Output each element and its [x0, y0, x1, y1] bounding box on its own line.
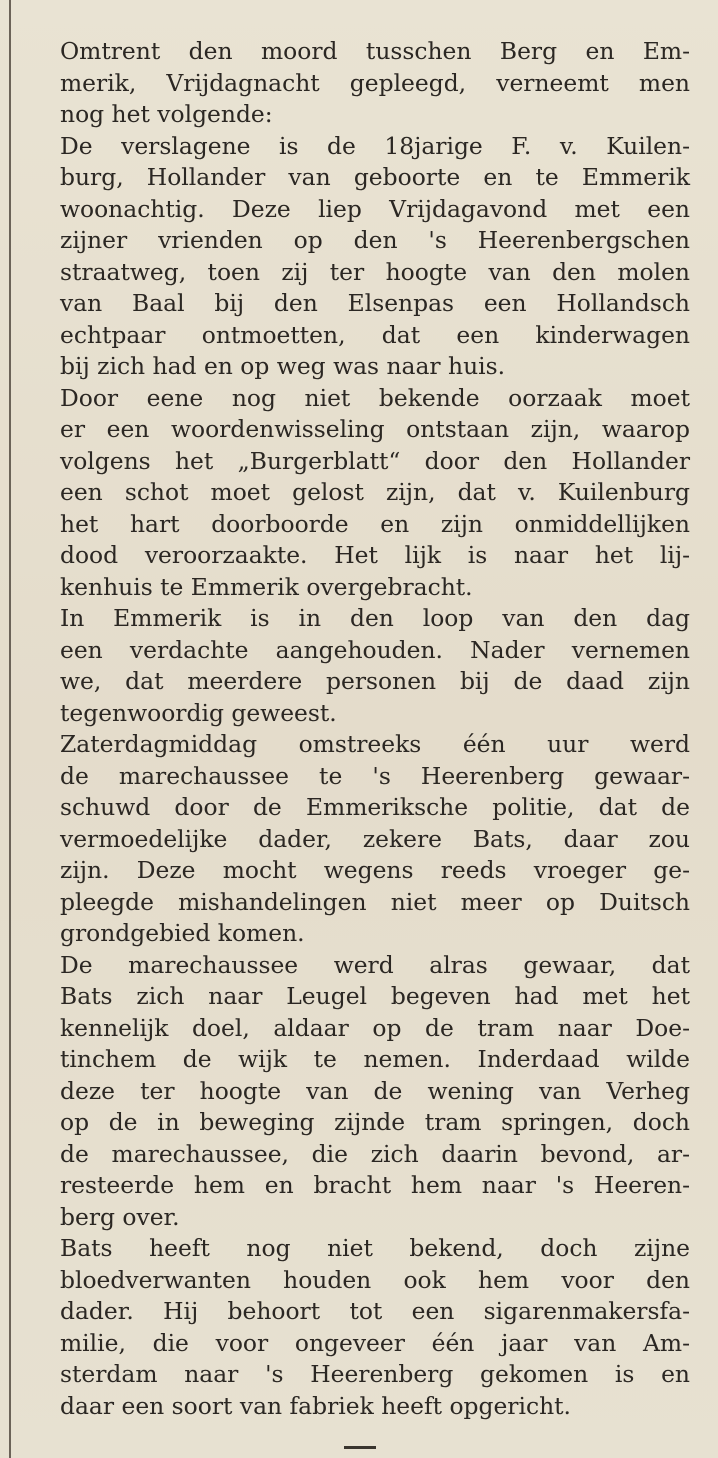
end-of-article-rule: [344, 1446, 376, 1449]
text-line: vermoedelijke dader, zekere Bats, daar zou: [60, 824, 690, 853]
text-line: Bats zich naar Leugel begeven had met het: [60, 982, 690, 1010]
text-line: tinchem de wijk te nemen. Inderdaad wilde: [60, 1045, 690, 1073]
text-line: sterdam naar 's Heerenberg gekomen is en: [60, 1360, 690, 1388]
paragraph-4: [30, 603, 690, 729]
text-line: zijner vrienden op den 's Heerenbergschen: [60, 226, 690, 254]
text-line: van Baal bij den Elsenpas een Hollandsch: [60, 289, 690, 317]
text-line: grondgebied komen.: [60, 919, 305, 947]
text-line: nog het volgende:: [60, 100, 273, 128]
paragraph-3: [30, 383, 690, 604]
column-rule: [9, 0, 11, 1458]
text-line: het hart doorboorde en zijn onmiddellijken: [60, 509, 690, 538]
text-line: zijn. Deze mocht wegens reeds vroeger ge-: [60, 856, 690, 884]
paragraph-5: [30, 729, 690, 950]
paragraph-2: [30, 131, 690, 383]
text-line: er een woordenwisseling ontstaan zijn, waarop: [60, 415, 690, 443]
text-line: dood veroorzaakte. Het lijk is naar het lij-: [60, 541, 690, 569]
article-body: [30, 36, 690, 1422]
text-line: De verslagene is de 18jarige F. v. Kuilen-: [60, 131, 690, 160]
text-line: tegenwoordig geweest.: [60, 698, 337, 727]
text-line: de marechaussee, die zich daarin bevond, ar-: [60, 1139, 690, 1168]
paragraph-1: [30, 36, 690, 131]
text-line: we, dat meerdere personen bij de daad zijn: [60, 667, 690, 695]
text-line: dader. Hij behoort tot een sigarenmakersfa-: [60, 1297, 690, 1325]
text-line: De marechaussee werd alras gewaar, dat: [60, 950, 690, 979]
text-line: bloedverwanten houden ook hem voor den: [60, 1265, 690, 1294]
text-line: Bats heeft nog niet bekend, doch zijne: [60, 1234, 690, 1262]
text-line: berg over.: [60, 1202, 180, 1231]
text-line: merik, Vrijdagnacht gepleegd, verneemt men: [60, 68, 690, 97]
text-line: deze ter hoogte van de wening van Verheg: [60, 1076, 690, 1105]
text-line: echtpaar ontmoetten, dat een kinderwagen: [60, 320, 690, 349]
text-line: straatweg, toen zij ter hoogte van den molen: [60, 257, 690, 286]
text-line: burg, Hollander van geboorte en te Emmerik: [60, 163, 690, 191]
text-line: In Emmerik is in den loop van den dag: [60, 604, 690, 632]
text-line: een schot moet gelost zijn, dat v. Kuilenburg: [60, 478, 690, 506]
text-line: pleegde mishandelingen niet meer op Duitsch: [60, 887, 690, 916]
text-line: Door eene nog niet bekende oorzaak moet: [60, 383, 690, 412]
paragraph-7: [30, 1233, 690, 1422]
text-line: Omtrent den moord tusschen Berg en Em-: [60, 37, 690, 65]
text-line: een verdachte aangehouden. Nader vernemen: [60, 635, 690, 664]
text-line: kennelijk doel, aldaar op de tram naar Doe-: [60, 1013, 690, 1042]
text-line: milie, die voor ongeveer één jaar van Am-: [60, 1328, 690, 1357]
text-line: daar een soort van fabriek heeft opgericht.: [60, 1391, 571, 1420]
text-line: volgens het „Burgerblatt“ door den Hollander: [60, 446, 690, 475]
text-line: resteerde hem en bracht hem naar 's Heeren-: [60, 1171, 690, 1199]
text-line: de marechaussee te 's Heerenberg gewaar-: [60, 761, 690, 790]
text-line: woonachtig. Deze liep Vrijdagavond met een: [60, 194, 690, 223]
text-line: bij zich had en op weg was naar huis.: [60, 352, 506, 380]
text-line: op de in beweging zijnde tram springen, doch: [60, 1108, 690, 1136]
text-line: schuwd door de Emmeriksche politie, dat de: [60, 793, 690, 821]
text-line: Zaterdagmiddag omstreeks één uur werd: [60, 730, 690, 758]
text-line: kenhuis te Emmerik overgebracht.: [60, 572, 473, 601]
paragraph-6: [30, 950, 690, 1234]
